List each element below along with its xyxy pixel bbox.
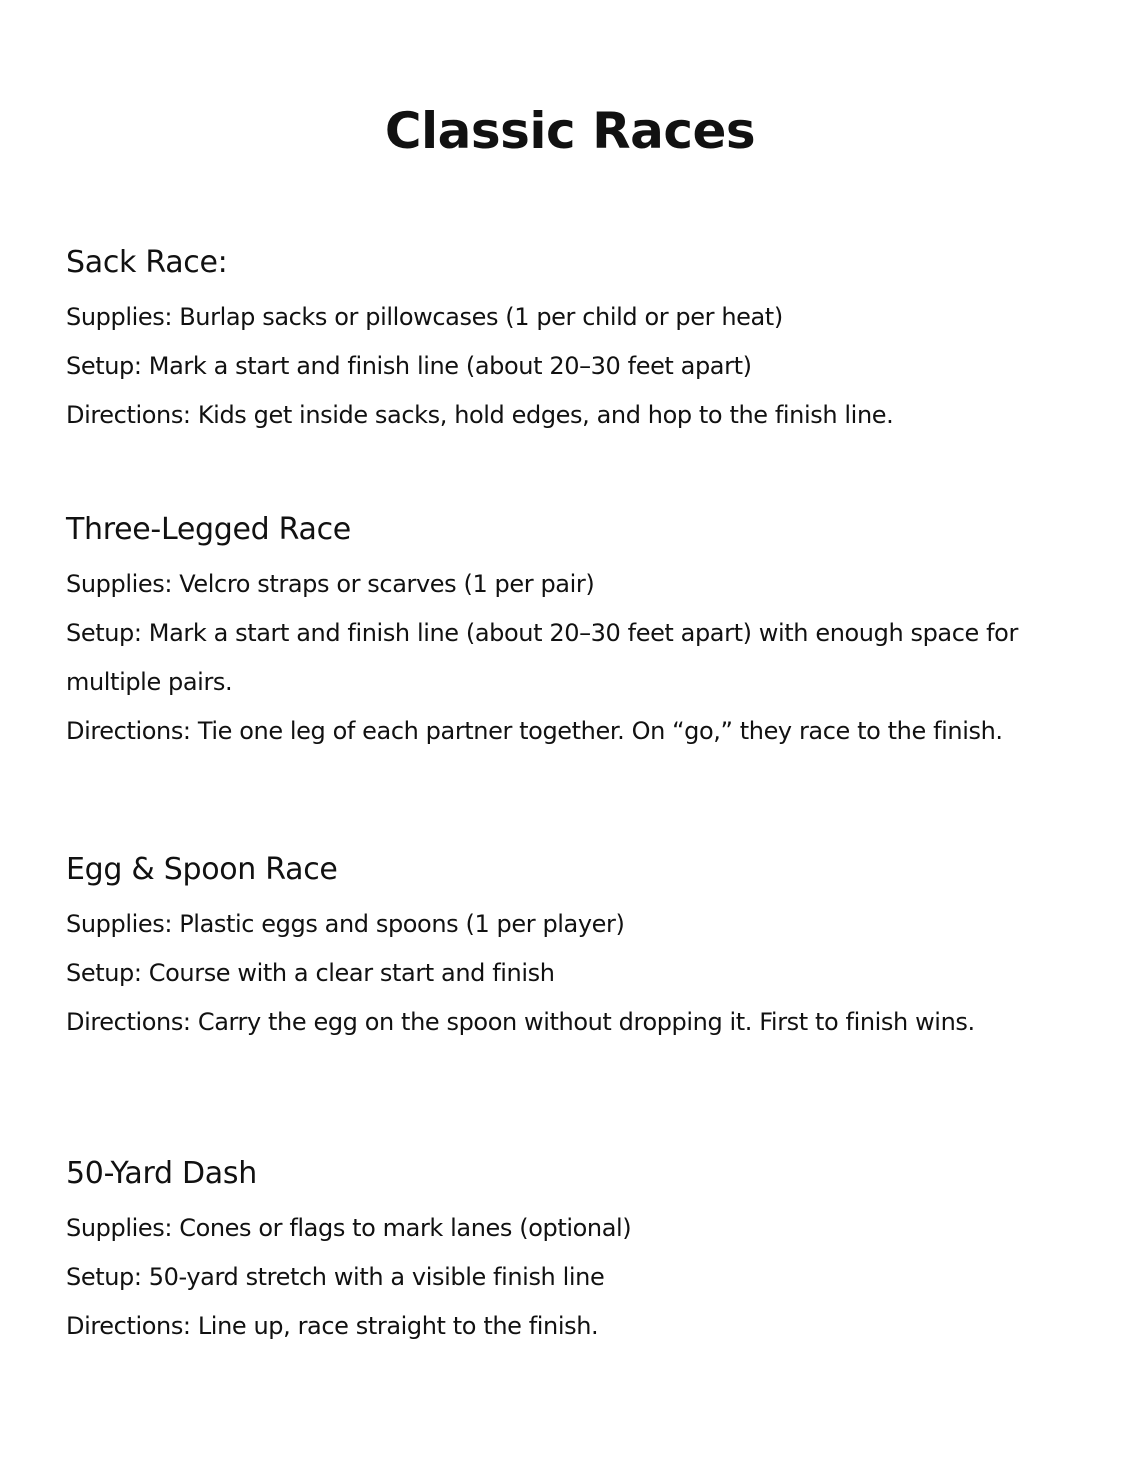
directions-text: Directions: Tie one leg of each partner together. On “go,” they race to the finish. — [66, 717, 1003, 745]
supplies-text: Supplies: Plastic eggs and spoons (1 per player) — [66, 910, 625, 938]
setup-text: Setup: Mark a start and finish line (about 20–30 feet apart) with enough space for multiple pairs. — [66, 619, 1018, 696]
page-title: Classic Races — [384, 102, 756, 160]
supplies-text: Supplies: Burlap sacks or pillowcases (1 per child or per heat) — [66, 303, 783, 331]
section-three-legged-race — [66, 511, 1076, 756]
section-heading: Egg & Spoon Race — [66, 852, 338, 887]
section-egg-spoon-race — [66, 851, 1076, 1047]
supplies-text: Supplies: Velcro straps or scarves (1 per pair) — [66, 570, 595, 598]
directions-text: Directions: Kids get inside sacks, hold edges, and hop to the finish line. — [66, 401, 894, 429]
directions-text: Directions: Carry the egg on the spoon without dropping it. First to finish wins. — [66, 1008, 975, 1036]
setup-text: Setup: 50-yard stretch with a visible finish line — [66, 1263, 605, 1291]
directions-text: Directions: Line up, race straight to the finish. — [66, 1312, 599, 1340]
section-sack-race — [66, 244, 1076, 440]
section-heading: Sack Race: — [66, 245, 228, 280]
section-heading: 50-Yard Dash — [66, 1156, 257, 1191]
setup-text: Setup: Course with a clear start and finish — [66, 959, 555, 987]
setup-text: Setup: Mark a start and finish line (about 20–30 feet apart) — [66, 352, 752, 380]
section-50-yard-dash — [66, 1155, 1076, 1351]
supplies-text: Supplies: Cones or flags to mark lanes (optional) — [66, 1214, 632, 1242]
section-heading: Three-Legged Race — [66, 512, 351, 547]
